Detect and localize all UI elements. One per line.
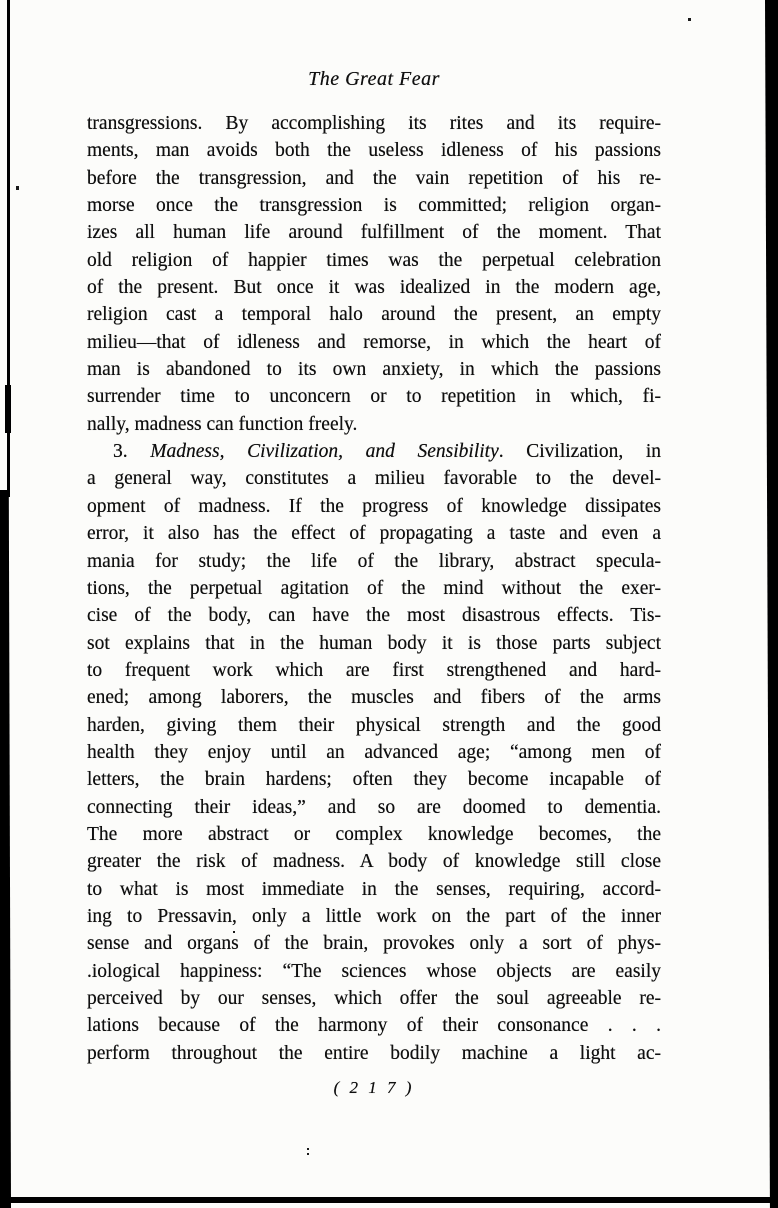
italic-run: Madness, Civilization, and Sensibility [150,441,499,463]
body-line [87,137,661,164]
text-run: 3. [113,441,151,463]
text-run: tions, the perpetual agitation of the mind without the exer- [87,577,661,599]
scan-speck [233,931,235,933]
body-line [87,192,661,219]
text-run: .iological happiness: “The sciences whose objects are easily [87,960,661,982]
scan-edge-left-blob [5,385,11,433]
body-line [87,329,661,356]
scan-speck [307,1153,309,1155]
body-line [87,465,661,492]
body-line [87,712,661,739]
text-run: nally, madness can function freely. [87,413,358,435]
body-line [87,848,661,875]
text-run: man is abandoned to its own anxiety, in which the passions [87,359,661,381]
text-run: error, it also has the effect of propagating a taste and even a [87,523,661,545]
page-number: ( 2 1 7 ) [333,1078,415,1097]
scan-edge-right-band [765,0,778,1208]
scan-speck [307,1148,309,1150]
text-run: cise of the body, can have the most disastrous effects. Tis- [87,605,661,627]
scan-edge-bottom-line [0,1197,778,1203]
body-line [87,219,661,246]
body-line [87,438,661,465]
body-line [87,575,661,602]
text-run: ing to Pressavin, only a little work on the part of the inner [87,905,661,927]
body-line [87,110,661,137]
text-run: surrender time to unconcern or to repetition in which, fi- [87,386,661,408]
text-run: opment of madness. If the progress of knowledge dissipates [87,495,661,517]
body-line [87,766,661,793]
body-line [87,903,661,930]
scan-speck [688,18,691,21]
body-line [87,274,661,301]
body-line [87,602,661,629]
text-run: milieu—that of idleness and remorse, in which the heart of [87,331,661,353]
body-line [87,684,661,711]
text-run: transgressions. By accomplishing its rites and its require- [87,113,661,134]
body-line [87,383,661,410]
text-run: sense and organs of the brain, provokes only a sort of phys- [87,933,661,955]
text-run: . Civilization, in [498,441,661,463]
body-line [87,821,661,848]
text-run: mania for study; the life of the library, abstract specula- [87,550,661,572]
body-line [87,930,661,957]
body-line [87,794,661,821]
text-run: perceived by our senses, which offer the soul agreeable re- [87,988,661,1009]
text-run: perform throughout the entire bodily machine a light ac- [87,1042,661,1064]
body-line [87,739,661,766]
text-block [87,110,661,1067]
text-run: of the present. But once it was idealized in the modern age, [87,277,661,299]
text-run: old religion of happier times was the perpetual celebration [87,249,661,271]
text-run: harden, giving them their physical strength and the good [87,714,661,736]
body-line [87,301,661,328]
text-run: letters, the brain hardens; often they become incapable of [87,769,661,791]
body-line [87,958,661,985]
text-run: The more abstract or complex knowledge becomes, the [87,823,661,845]
text-run: lations because of the harmony of their consonance . . . [87,1015,661,1037]
text-run: sot explains that in the human body it is those parts subject [87,632,661,654]
text-run: morse once the transgression is committed; religion organ- [87,195,661,217]
body-line [87,548,661,575]
body-line [87,520,661,547]
body-line [87,411,661,438]
text-run: ened; among laborers, the muscles and fibers of the arms [87,687,661,709]
text-run: a general way, constitutes a milieu favorable to the devel- [87,468,661,490]
body-line [87,165,661,192]
body-line [87,493,661,520]
scan-edge-left-band [0,490,11,1208]
body-line [87,1040,661,1067]
body-line [87,876,661,903]
text-run: connecting their ideas,” and so are doomed to dementia. [87,796,661,818]
body-line [87,356,661,383]
scan-speck [16,186,19,190]
text-run: izes all human life around fulfillment of the moment. That [87,222,661,244]
text-run: religion cast a temporal halo around the present, an empty [87,304,661,326]
running-header: The Great Fear [308,68,440,90]
text-run: before the transgression, and the vain repetition of his re- [87,167,661,189]
body-line [87,247,661,274]
text-run: ments, man avoids both the useless idleness of his passions [87,140,661,162]
body-line [87,657,661,684]
text-run: to frequent work which are first strengthened and hard- [87,659,661,681]
body-line [87,985,661,1012]
text-run: to what is most immediate in the senses, requiring, accord- [87,878,661,900]
body-line [87,1012,661,1039]
text-run: greater the risk of madness. A body of knowledge still close [87,851,661,873]
body-line [87,630,661,657]
text-run: health they enjoy until an advanced age; “among men of [87,741,661,763]
